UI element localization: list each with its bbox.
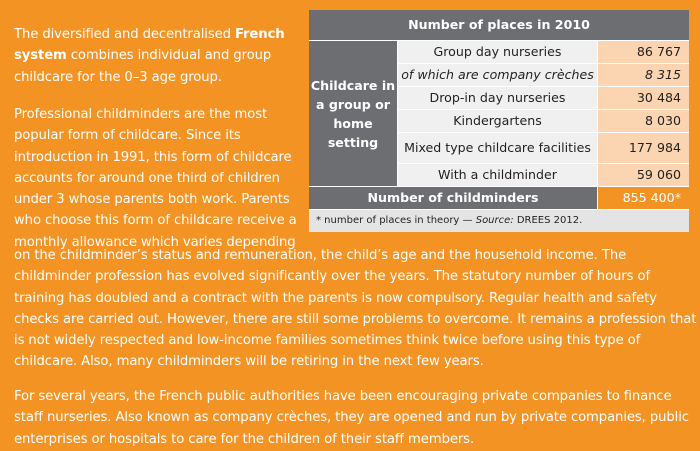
table-footnote: * number of places in theory — Source: DREES 2012.: [309, 210, 689, 232]
row-label-mixed-type-facilities: Mixed type childcare facilities: [398, 133, 597, 163]
row-value-company-creches: 8 315: [598, 64, 689, 86]
intro-paragraph: The diversified and decentralised French system combines individual and group childcare for the 0–3 age group.: [14, 27, 285, 85]
row-value-with-a-childminder: 59 060: [598, 164, 689, 186]
row-value-drop-in-day-nurseries: 30 484: [598, 87, 689, 109]
places-table: [309, 10, 689, 232]
childminders-label: Number of childminders: [309, 187, 597, 209]
group-setting-label: Childcare in a group or home setting: [309, 41, 397, 186]
row-label-kindergartens: Kindergartens: [398, 110, 597, 132]
company-creches-paragraph: For several years, the French public authorities have been encouraging private companies to finance staff nurseries. Also known as company crèches, they are opened and run by private companies, public enterprises or hospitals to care for the children of their staff members.: [14, 389, 689, 447]
childminders-paragraph-continued: on the childminder’s status and remuneration, the child’s age and the household income. The childminder profession has evolved significantly over the years. The statutory number of hours of training has doubled and a contract with the parents is now compulsory. Regular health and safety checks are carried out. However, there are still some problems to overcome. It remains a profession that is not widely respected and low-income families sometimes think twice before using this type of childcare. Also, many childminders will be retiring in the next few years.: [14, 248, 697, 370]
childminders-paragraph-start: Professional childminders are the most popular form of childcare. Since its introduction in 1991, this form of childcare accounts for around one third of children under 3 whose parents both work. Parents who choose this form of childcare receive a monthly allowance which varies depending: [14, 107, 297, 250]
row-value-kindergartens: 8 030: [598, 110, 689, 132]
row-label-group-day-nurseries: Group day nurseries: [398, 41, 597, 63]
row-label-with-a-childminder: With a childminder: [398, 164, 597, 186]
row-label-drop-in-day-nurseries: Drop-in day nurseries: [398, 87, 597, 109]
childminders-value: 855 400*: [598, 187, 689, 209]
row-label-company-creches: of which are company crèches: [398, 64, 597, 86]
row-value-mixed-type-facilities: 177 984: [598, 133, 689, 163]
row-value-group-day-nurseries: 86 767: [598, 41, 689, 63]
table-title: Number of places in 2010: [309, 10, 689, 40]
